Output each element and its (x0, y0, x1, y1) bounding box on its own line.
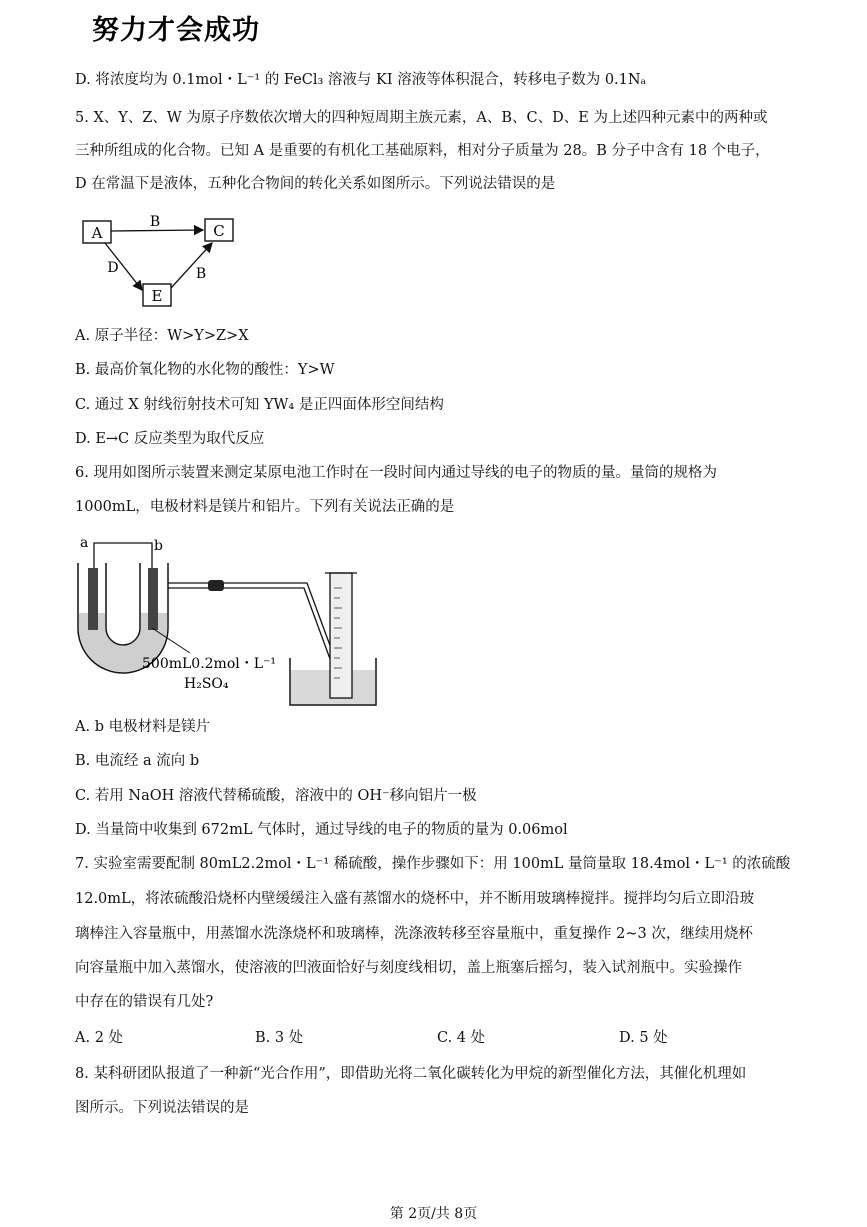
q5-stem-line-3: D 在常温下是液体，五种化合物间的转化关系如图所示。下列说法错误的是 (75, 176, 556, 192)
q5-node-c: C (213, 222, 225, 240)
q7-stem-line-1: 7. 实验室需要配制 80mL2.2mol・L⁻¹ 稀硫酸，操作步骤如下：用 100mL 量筒量取 18.4mol・L⁻¹ 的浓硫酸 (75, 856, 791, 872)
q6-rubber-connector (208, 580, 224, 591)
q6-apparatus-diagram (72, 528, 392, 708)
q8-stem-line-1: 8. 某科研团队报道了一种新“光合作用”，即借助光将二氧化碳转化为甲烷的新型催化方法，其催化机理如 (75, 1066, 747, 1082)
page-header-title: 努力才会成功 (92, 15, 260, 46)
q7-option-c: C. 4 处 (437, 1030, 486, 1046)
q5-option-c: C. 通过 X 射线衍射技术可知 YW₄ 是正四面体形空间结构 (75, 397, 444, 413)
q6-electrode-a (88, 568, 98, 630)
q5-conversion-diagram (75, 210, 245, 310)
q7-stem-line-3: 璃棒注入容量瓶中，用蒸馏水洗涤烧杯和玻璃棒，洗涤液转移至容量瓶中，重复操作 2~3 次，继续用烧杯 (75, 926, 753, 942)
q5-option-a: A. 原子半径：W>Y>Z>X (75, 328, 249, 344)
q6-electrode-b (148, 568, 158, 630)
q5-label-a-to-e: D (107, 260, 119, 276)
q4-option-d: D. 将浓度均为 0.1mol・L⁻¹ 的 FeCl₃ 溶液与 KI 溶液等体积混合，转移电子数为 0.1Nₐ (75, 72, 647, 88)
q6-u-tube-inner (106, 563, 140, 645)
q7-stem-line-4: 向容量瓶中加入蒸馏水，使溶液的凹液面恰好与刻度线相切，盖上瓶塞后摇匀，装入试剂瓶中。实验操作 (75, 960, 742, 976)
q6-option-b: B. 电流经 a 流向 b (75, 753, 200, 769)
q7-option-a: A. 2 处 (75, 1030, 124, 1046)
q5-option-d: D. E→C 反应类型为取代反应 (75, 431, 265, 447)
q7-option-b: B. 3 处 (255, 1030, 304, 1046)
q8-stem-line-2: 图所示。下列说法错误的是 (75, 1100, 249, 1116)
q6-label-b: b (154, 538, 163, 554)
q6-solution-label: 500mL0.2mol・L⁻¹ (142, 656, 277, 672)
q7-option-d: D. 5 处 (619, 1030, 668, 1046)
q5-node-e: E (151, 287, 163, 305)
q5-stem-line-2: 三种所组成的化合物。已知 A 是重要的有机化工基础原料，相对分子质量为 28。B 分子中含有 18 个电子， (75, 143, 770, 159)
q5-stem-line-1: 5. X、Y、Z、W 为原子序数依次增大的四种短周期主族元素，A、B、C、D、E 为上述四种元素中的两种或 (75, 110, 768, 126)
q5-label-e-to-c: B (195, 266, 207, 282)
page-number: 第 2页/共 8页 (389, 1206, 478, 1222)
q7-stem-line-5: 中存在的错误有几处? (75, 994, 214, 1010)
q6-stem-line-2: 1000mL，电极材料是镁片和铝片。下列有关说法正确的是 (75, 499, 455, 515)
q7-stem-line-2: 12.0mL，将浓硫酸沿烧杯内壁缓缓注入盛有蒸馏水的烧杯中，并不断用玻璃棒搅拌。搅拌均匀后立即沿玻 (75, 891, 755, 907)
q6-option-c: C. 若用 NaOH 溶液代替稀硫酸，溶液中的 OH⁻移向铝片一极 (75, 788, 477, 804)
q6-measuring-cylinder (330, 573, 352, 698)
q5-option-b: B. 最高价氧化物的水化物的酸性：Y>W (75, 362, 335, 378)
q5-arrow-a-to-c (111, 230, 203, 231)
q5-node-a: A (91, 224, 103, 242)
q5-label-a-to-c: B (149, 214, 161, 230)
q6-acid-label: H₂SO₄ (184, 676, 229, 692)
q6-option-a: A. b 电极材料是镁片 (75, 719, 211, 735)
q6-option-d: D. 当量筒中收集到 672mL 气体时，通过导线的电子的物质的量为 0.06mol (75, 822, 568, 838)
q6-label-a: a (80, 535, 89, 551)
q6-wire (94, 543, 152, 568)
q6-stem-line-1: 6. 现用如图所示装置来测定某原电池工作时在一段时间内通过导线的电子的物质的量。量筒的规格为 (75, 465, 717, 481)
